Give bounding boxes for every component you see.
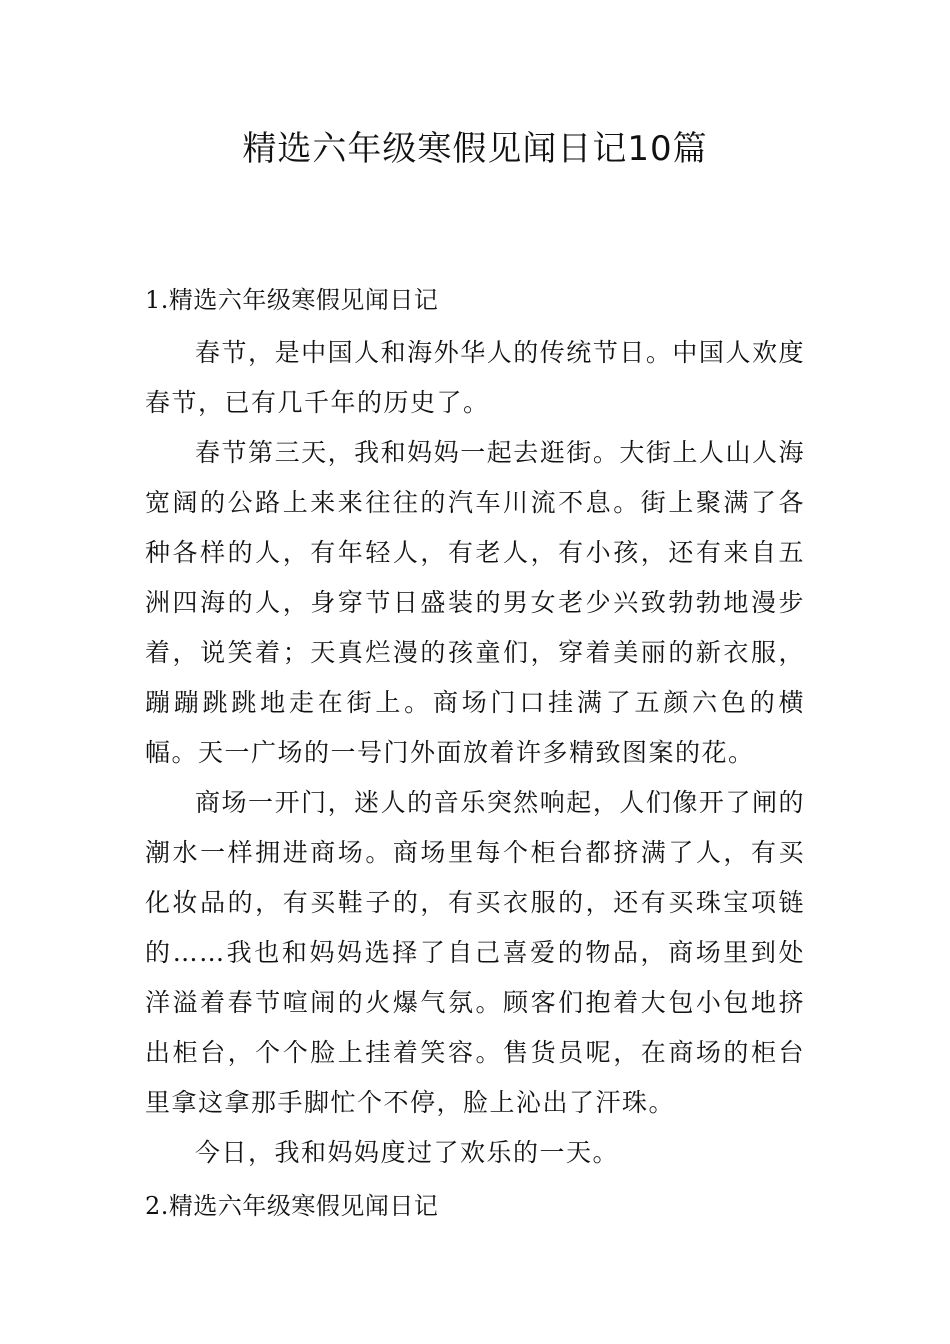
paragraph-4: 今日，我和妈妈度过了欢乐的一天。 [195, 1138, 620, 1167]
paragraph-2: 春节第三天，我和妈妈一起去逛街。大街上人山人海宽阔的公路上来来往往的汽车川流不息。街上聚满了各种各样的人，有年轻人，有老人，有小孩，还有来自五洲四海的人，身穿节日盛装的男女老少兴致勃勃地漫步着，说笑着；天真烂漫的孩童们，穿着美丽的新衣服，蹦蹦跳跳地走在街上。商场门口挂满了五颜六色的横幅。天一广场的一号门外面放着许多精致图案的花。 [145, 438, 805, 767]
document-body [145, 280, 805, 1226]
paragraph-1: 春节，是中国人和海外华人的传统节日。中国人欢度春节，已有几千年的历史了。 [145, 338, 805, 417]
section-heading-2: 2.精选六年级寒假见闻日记 [145, 1192, 439, 1220]
document-title: 精选六年级寒假见闻日记10篇 [242, 129, 708, 169]
section-heading-1: 1.精选六年级寒假见闻日记 [145, 286, 439, 314]
paragraph-3: 商场一开门，迷人的音乐突然响起，人们像开了闸的潮水一样拥进商场。商场里每个柜台都挤满了人，有买化妆品的，有买鞋子的，有买衣服的，还有买珠宝项链的……我也和妈妈选择了自己喜爱的物品，商场里到处洋溢着春节喧闹的火爆气氛。顾客们抱着大包小包地挤出柜台，个个脸上挂着笑容。售货员呢，在商场的柜台里拿这拿那手脚忙个不停，脸上沁出了汗珠。 [145, 788, 805, 1117]
